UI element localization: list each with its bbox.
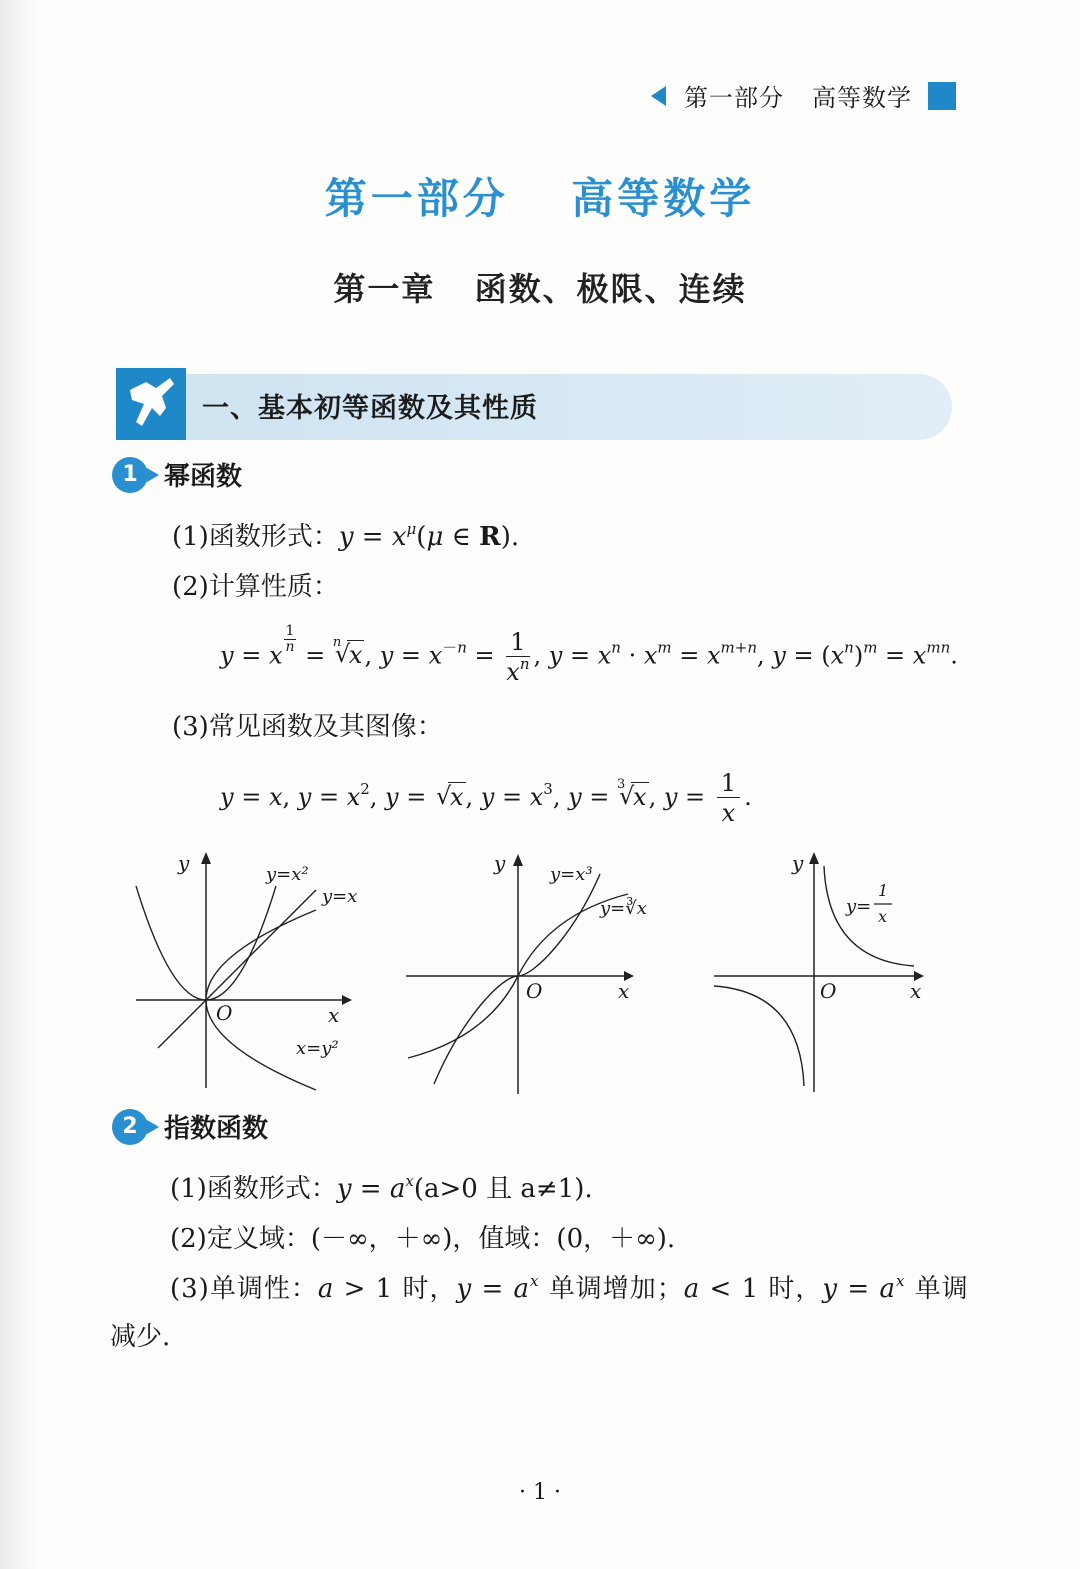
x-axis-arrow-icon — [342, 995, 352, 1005]
y-axis-arrow-icon — [513, 854, 523, 866]
y-axis-label: y — [178, 851, 190, 875]
exp-form-line: (1)函数形式：$y = a^x(a>0$ 且 a≠1). — [170, 1172, 593, 1204]
page-edge-shadow — [0, 0, 38, 1569]
curve-y-x — [158, 890, 316, 1048]
x-axis-label: x — [328, 1003, 340, 1027]
exp-monotonic-label: (3)单调性： — [170, 1274, 318, 1304]
power-property-label: (2)计算性质： — [172, 572, 339, 602]
running-header-subject: 高等数学 — [812, 84, 912, 112]
chapter-title: 第一章 函数、极限、连续 — [333, 270, 747, 308]
running-header — [651, 78, 956, 113]
graph-power-odd — [402, 848, 672, 1098]
power-form-line: (1)函数形式：$y = x^\mu(\mu$ ∈ R). — [172, 520, 520, 552]
label-reciprocal-numerator: 1 — [878, 881, 889, 900]
number-badge: 1 — [112, 457, 148, 493]
exp-increase-text: 单调增加； — [548, 1274, 684, 1304]
y-axis-label: y — [494, 851, 506, 875]
origin-label: O — [820, 979, 837, 1003]
part-title: 第一部分 高等数学 — [324, 174, 756, 223]
exp-monotonic-line: (3)单调性：a > 1 时，$y = a^x$ 单调增加；a < 1 时，$y = a^x$ 单调 — [170, 1272, 969, 1304]
label-reciprocal-prefix: y= — [846, 896, 872, 917]
label-y-cbrt: y=∛x — [600, 898, 647, 919]
power-form-label: (1)函数形式： — [172, 522, 339, 552]
exp-monotonic-end: 减少. — [110, 1322, 171, 1352]
number-badge: 2 — [112, 1109, 148, 1145]
triangle-left-icon — [651, 86, 666, 106]
y-axis-arrow-icon — [201, 852, 211, 864]
subsection-exponential — [112, 1108, 268, 1145]
power-graphs-label: (3)常见函数及其图像： — [172, 712, 443, 742]
label-reciprocal-denominator: x — [878, 907, 888, 926]
power-common-functions: y = x, $y = x^2$, y = √ x, $y = x^3$, y = √ 3 x, y = $\frac{1}{x}$ . — [220, 770, 752, 827]
exp-form-label: (1)函数形式： — [170, 1174, 337, 1204]
label-y-x2: y=x² — [266, 864, 309, 885]
square-icon — [928, 82, 956, 110]
section-banner — [116, 368, 952, 440]
subsection-title: 幂函数 — [164, 462, 243, 492]
label-y-x: y=x — [322, 886, 358, 907]
origin-label: O — [216, 1001, 233, 1025]
page-number: · 1 · — [519, 1480, 561, 1505]
graph-power-even — [128, 848, 358, 1098]
y-axis-label: y — [792, 851, 804, 875]
section-banner-iconbox — [116, 368, 186, 440]
y-axis-arrow-icon — [809, 852, 819, 864]
label-x-y2: x=y² — [296, 1038, 339, 1059]
exp-form-condition: (a>0 且 a≠1). — [413, 1174, 593, 1204]
x-axis-label: x — [618, 979, 630, 1003]
power-properties-formula: y = x $\frac{1}{n}$ = √ n x, $y = x^{-n}$ = $\frac{1}{x^n}$ , $y = x^n \cdot x^m = x^{m+n}$, $y = (x^n)^m = x^{mn}$. — [220, 624, 958, 685]
origin-label: O — [526, 979, 543, 1003]
exp-domain-line: (2)定义域：(－∞，＋∞)，值域：(0，＋∞). — [170, 1224, 676, 1254]
label-y-x3: y=x³ — [550, 864, 593, 885]
subsection-title: 指数函数 — [164, 1114, 269, 1144]
section-title: 一、基本初等函数及其性质 — [202, 393, 538, 424]
exp-decrease-text: 单调 — [914, 1274, 969, 1304]
running-header-part: 第一部分 — [684, 84, 784, 112]
subsection-power — [112, 456, 242, 493]
curve-reciprocal-neg — [714, 986, 804, 1086]
x-axis-label: x — [910, 979, 922, 1003]
pushpin-icon — [116, 368, 186, 440]
graph-reciprocal — [710, 848, 940, 1098]
